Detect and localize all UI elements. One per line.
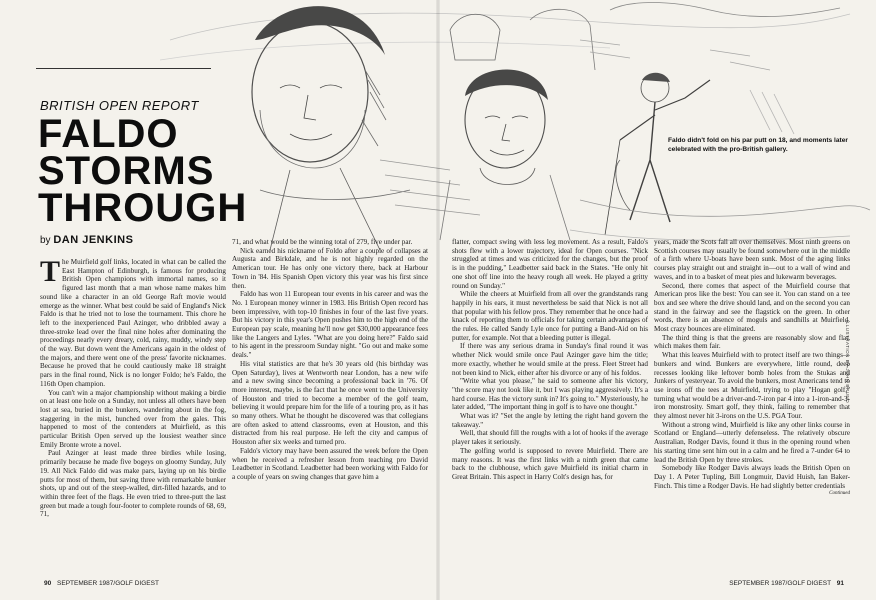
article-paragraph: What was it? "Set the angle by letting the right hand govern the takeaway." (452, 412, 648, 429)
article-paragraph: The golfing world is supposed to revere Muirfield. There are many reasons. It was the first links with a ninth green that came back to the clubhouse, which gave Muirfield its initial charm in Great Britain. This aspect in Harry Colt's design has, for (452, 446, 648, 481)
article-paragraph: Well, that should fill the roughs with a lot of hooks if the average player takes it seriously. (452, 429, 648, 447)
article-paragraph: Without a strong wind, Muirfield is like any other links course in Scotland or England—utterly defenseless. The relatively obscure Australian, Rodger Davis, found it thus in the opening round when his starting time sent him out in a calm and he fired a 7-under 64 to lead the British Open by three strokes. (654, 420, 850, 464)
article-paragraph: Faldo has won 11 European tour events in his career and was the No. 1 European money winner in 1983. His British Open record has been impressive, with top-10 finishes in four of the last five years. But his victory in this year's Open pushes him to the high end of the European pay scale, meaning he'll now get $30,000 appearance fees like the Langers and Lyles. "What are you doing here?" Faldo said to his agent in the pressroom Sunday night. "Go out and make some deals." (232, 290, 428, 360)
article-paragraph: 71, and what would be the winning total of 279, five under par. (232, 238, 413, 246)
article-paragraph: Second, there comes that aspect of the Muirfield course that American pros like the best: You can see it. You can stand on a tee box and see where the drive should land, and on the second you can stand in the fairway and see the flagstick on the green. In other words, there is an absence of moguls and sandhills at Muirfield. Most crazy bounces are eliminated. (654, 281, 850, 334)
folio-right (729, 580, 848, 587)
article-paragraph: Somebody like Rodger Davis always leads the British Open on Day 1. A Peter Tupling, Bill Longmuir, David Huish, Ian Baker-Finch. This time a Rodger Davis. He had slightly better credentials (654, 464, 850, 490)
article-paragraph: Nick earned his nickname of Foldo after a couple of collapses at Augusta and Birkdale, and he is not highly regarded on the American tour. He has only one victory there, back at Harbour Town in '84. His Spanish Open victory this year was his first since then. (232, 246, 428, 290)
folio-right-text: SEPTEMBER 1987/GOLF DIGEST (729, 580, 831, 587)
article-paragraph: "Write what you please," he said to someone after his victory, "the score may not look like it, but I was playing aggressively. It's a hard course. Has the victory sunk in? It's going to." Mysteriously, he later added, "The important thing in golf is to have one thought." (452, 377, 648, 412)
article-paragraph: flatter, compact swing with less leg movement. As a result, Faldo's shots flew with a lower trajectory, ideal for Open courses. "Nick struggled at times and was criticized for the changes, but the proof is in the pudding," Leadbetter said back in the States. "He only hit one shot off line into the heavy rough all week. He played a gritty round on Sunday." (452, 238, 648, 290)
headline-line: FALDO (38, 112, 179, 156)
page-number-left: 90 (44, 580, 52, 587)
byline (40, 234, 133, 246)
folio-left (40, 580, 159, 587)
continued-label: Continued (829, 491, 850, 497)
illustration (150, 0, 876, 250)
article-paragraph: The Muirfield golf links, located in what can be called the East Hampton of Edinburgh, is famous for producing British Open champions with immortal names, so it figured last month that a man whose name makes him sound like a character in an old George Raft movie would emerge as the winner. What best could be said of England's Nick Faldo is that he tried not to lose the tournament. This chore he left to the inexperienced Paul Azinger, who dribbled away a three-stroke lead over the final nine holes after dominating the proceedings nearly every dreary, cold, rainy, muddy, windy step of the way. But down went the Americans again in the oldest of the majors, and there went one of the press' favorite nicknames. Because he proved that he could cautiously make 18 straight pars in the final round, Nick is no longer Foldo; he's Faldo, the 116th Open champion. (40, 258, 226, 388)
folio-left-text: SEPTEMBER 1987/GOLF DIGEST (57, 580, 159, 587)
photo-caption: Faldo didn't fold on his par putt on 18, and moments later celebrated with the pro-British gallery. (668, 137, 848, 153)
article-column-2 (232, 238, 428, 578)
article-column-4 (654, 238, 850, 578)
drop-cap: T (40, 258, 61, 288)
article-paragraph: If there was any serious drama in Sunday's final round it was whether Nick would smile once Paul Azinger gave him the title; more exactly, whether he would smile at the press. Fleet Street had not been kind to Nick, either after his divorce or any of his foldos. (452, 342, 648, 377)
article-column-3 (452, 238, 648, 578)
article-paragraph: You can't win a major championship without making a birdie on at least one hole on a Sunday, not unless all others have been lost at sea, buried in the bunkers, wandering about in the fog, staggering in the mist, hunched over from the gales. This happened to most of the contenders at Muirfield, as this particular British Open served up the lousiest weather since Emily Bronte wrote a novel. (40, 388, 226, 449)
article-paragraph: The third thing is that the greens are reasonably slow and flat, which makes them fair. (654, 333, 850, 351)
page-number-right: 91 (836, 580, 844, 587)
illustration-credit: ILLUSTRATION BY JOHN BRUNO (845, 320, 850, 404)
headline-line: STORMS (38, 149, 215, 193)
article-column-1 (40, 258, 226, 578)
article-paragraph: years, made the Scots fall all over themselves. Most ninth greens on Scottish courses may usually be found somewhere out in the middle of a firth where U-boats have been sunk. Most of the aging links courses play straight out and straight in—out to a wall of wind and waves, and in to a basket of meat pies and lukewarm beverages. (654, 238, 850, 281)
article-paragraph: Paul Azinger at least made three birdies while losing, primarily because he made five bogeys on gloomy Sunday, July 19. All Nick Faldo did was make pars, laying up on his birdie putts for most of them, but saving three with remarkable bunker shots, up and out of the steep-walled, dirt-filled hazards, and to within three feet of the flags. He even tried to three-putt the last green but made a tough four-footer to complete rounds of 68, 69, 71, (40, 449, 226, 519)
headline (38, 112, 248, 230)
byline-prefix: by (40, 235, 51, 246)
article-paragraph: What this leaves Muirfield with to protect itself are two things—bunkers and wind. Bunkers are everywhere, little round, deep recesses looking like leftover bomb holes from the Stukas and Junkers of yesteryear. To avoid the bunkers, most Americans tend to use irons off the tees at Muirfield, trying to play "Hogan golf," turning what would be a driver-and-7-iron par 4 into a 1-iron-and-3-iron monstrosity. Smart golf, they think, failing to remember that they almost never hit 3-irons on the U.S. PGA Tour. (654, 351, 850, 421)
byline-author: DAN JENKINS (53, 234, 134, 246)
top-rule (36, 68, 211, 69)
page-gutter (436, 0, 440, 600)
kicker: BRITISH OPEN REPORT (40, 98, 199, 113)
headline-line: THROUGH (38, 186, 248, 230)
article-paragraph: While the cheers at Muirfield from all over the grandstands rang happily in his ears, it must nevertheless be said that Nick is not all that popular with his fellow pros. They remember that he once had a knack of reporting them to officials for taking certain advantages of the rules. He called Sandy Lyle once for putting a Band-Aid on his putter, for example. Not that a bleeding putter is illegal. (452, 290, 648, 342)
article-paragraph: His vital statistics are that he's 30 years old (his birthday was Open Saturday), lives at Wentworth near London, has a new wife and a new swing since becoming a professional back in '76. Of more interest, maybe, is the fact that he once went to the University of Houston and tried to become a member of the golf team, believing it would prepare him for the life of a touring pro, as it has so many others. What he thought he discovered was that collegians are often asked to attend classrooms, even at Houston, and this distracted from his real purpose. He left the city and campus of Houston after six weeks and turned pro. (232, 359, 428, 447)
article-paragraph: Faldo's victory may have been assured the week before the Open when he received a refresher lesson from teaching pro David Leadbetter in Scotland. Leadbetter had been working with Faldo for a couple of years on swing changes that gave him a (232, 446, 428, 481)
